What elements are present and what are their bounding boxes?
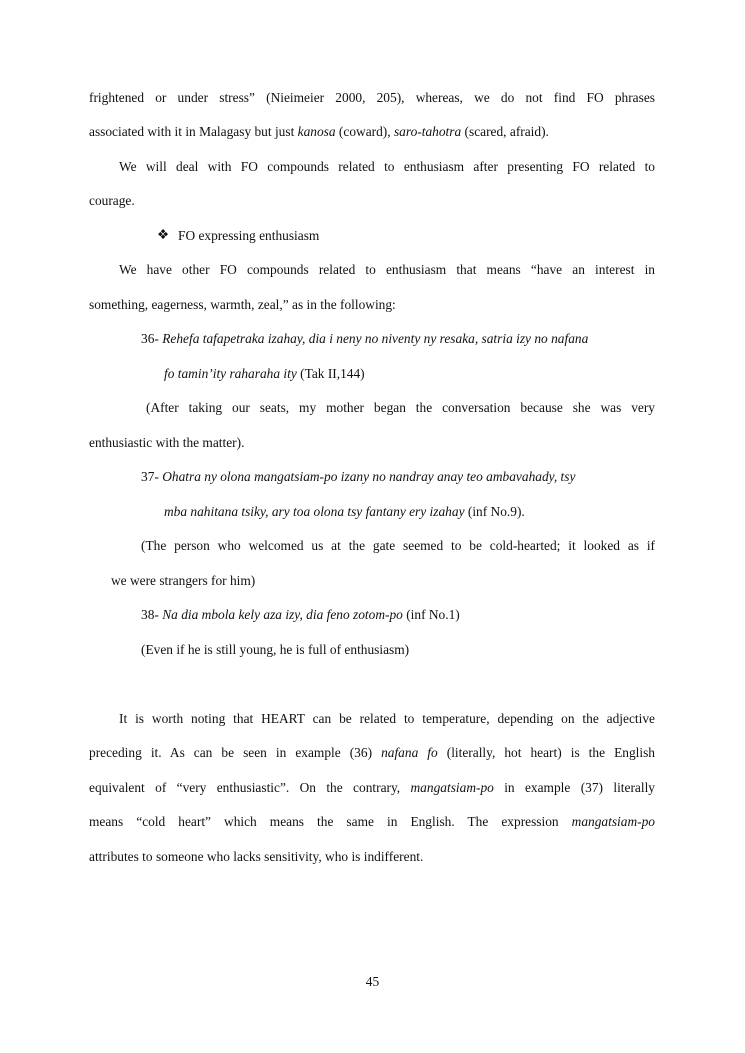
body-text-line: equivalent of “very enthusiastic”. On the contrary, mangatsiam-po in example (37) literally (89, 780, 656, 795)
diamond-bullet-icon: ❖ (157, 227, 170, 242)
example-number: 36- (141, 331, 159, 346)
example-number: 37- (141, 469, 159, 484)
example-source: (Tak II,144) (296, 366, 365, 381)
example-36-translation-line2: enthusiastic with the matter). (89, 435, 245, 450)
example-36: 36- Rehefa tafapetraka izahay, dia i neny no niventy ny resaka, satria izy no nafana (141, 331, 589, 346)
body-text-line: associated with it in Malagasy but just kanosa (coward), saro-tahotra (scared, afraid). (89, 124, 549, 139)
malagasy-term: saro-tahotra (393, 124, 462, 139)
body-text-line: courage. (89, 193, 135, 208)
body-text-line: We will deal with FO compounds related to enthusiasm after presenting FO related to (119, 159, 655, 174)
body-text-line: We have other FO compounds related to enthusiasm that means “have an interest in (119, 262, 655, 277)
example-36-translation: (After taking our seats, my mother began the conversation because she was very (146, 400, 655, 415)
malagasy-term: nafana fo (381, 745, 438, 760)
example-37-line2: mba nahitana tsiky, ary toa olona tsy fantany ery izahay (inf No.9). (164, 504, 525, 519)
malagasy-term: mangatsiam-po (571, 814, 655, 829)
example-source: (inf No.9). (464, 504, 525, 519)
example-37-translation: (The person who welcomed us at the gate seemed to be cold-hearted; it looked as if (141, 538, 655, 553)
body-text-line: preceding it. As can be seen in example (36) nafana fo (literally, hot heart) is the English (89, 745, 655, 760)
body-text-line: attributes to someone who lacks sensitivity, who is indifferent. (89, 849, 424, 864)
example-36-line2: fo tamin’ity raharaha ity (Tak II,144) (164, 366, 365, 381)
example-37: 37- Ohatra ny olona mangatsiam-po izany no nandray anay teo ambavahady, tsy (141, 469, 576, 484)
page-number: 45 (365, 974, 380, 989)
example-38-translation: (Even if he is still young, he is full of enthusiasm) (141, 642, 410, 657)
example-number: 38- (141, 607, 159, 622)
body-text-line: It is worth noting that HEART can be related to temperature, depending on the adjective (119, 711, 655, 726)
example-38: 38- Na dia mbola kely aza izy, dia feno zotom-po (inf No.1) (141, 607, 460, 622)
example-37-translation-line2: we were strangers for him) (111, 573, 256, 588)
section-heading: FO expressing enthusiasm (178, 228, 320, 243)
body-text-line: frightened or under stress” (Nieimeier 2000, 205), whereas, we do not find FO phrases (89, 90, 655, 105)
malagasy-term: kanosa (297, 124, 336, 139)
malagasy-term: mangatsiam-po (410, 780, 494, 795)
body-text-line: something, eagerness, warmth, zeal,” as in the following: (89, 297, 396, 312)
body-text-line: means “cold heart” which means the same in English. The expression mangatsiam-po (89, 814, 655, 829)
example-source: (inf No.1) (402, 607, 460, 622)
